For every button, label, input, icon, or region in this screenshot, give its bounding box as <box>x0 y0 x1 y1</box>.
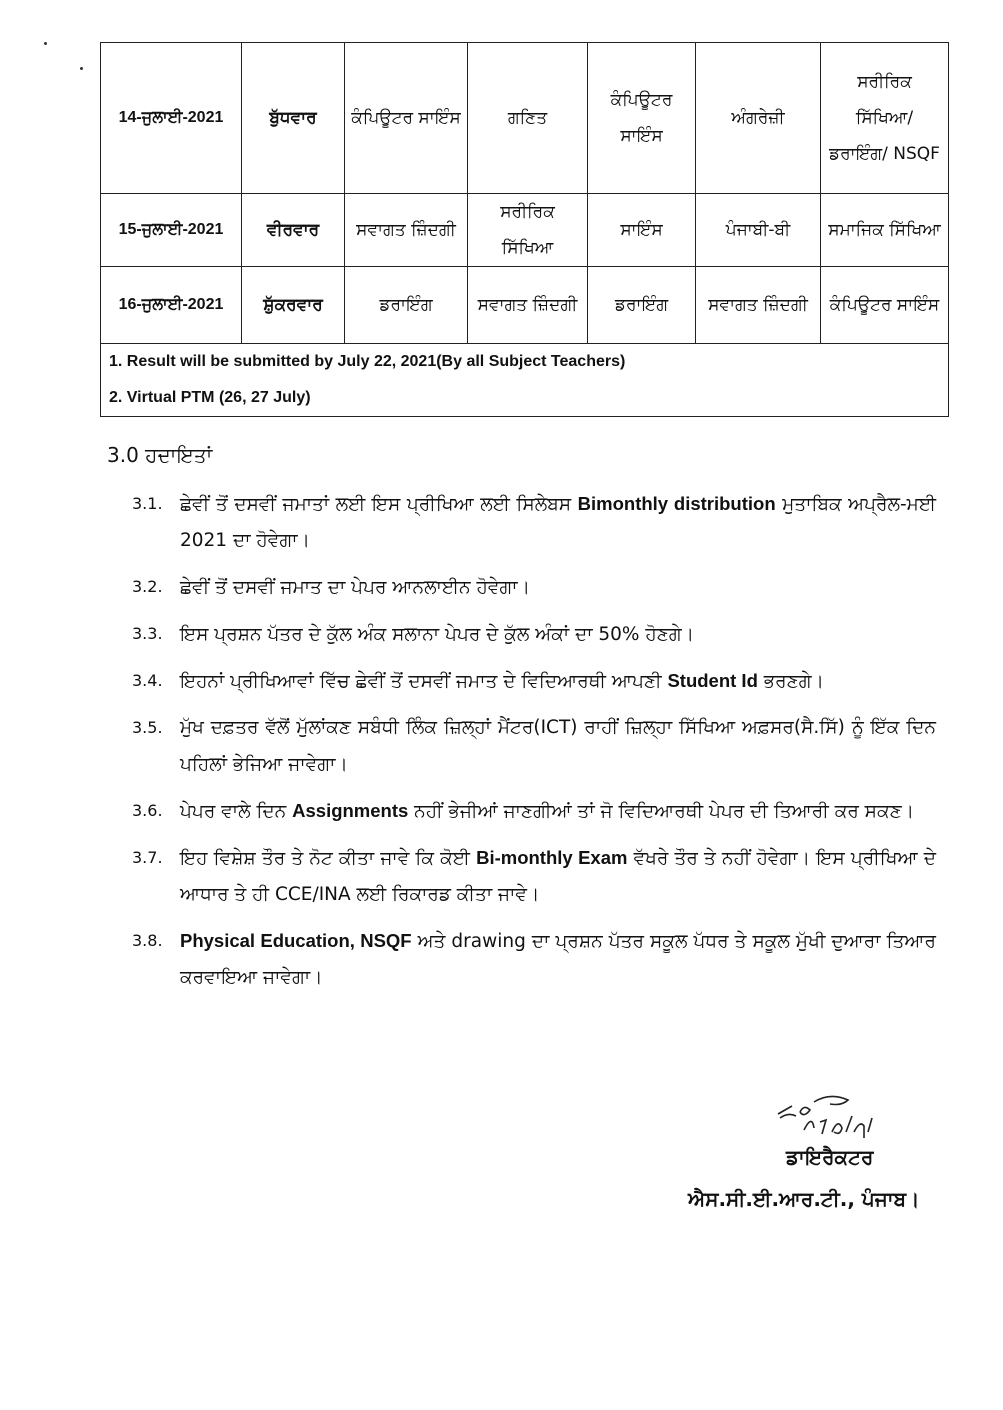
instruction-item <box>132 616 936 653</box>
instruction-text: Physical Education, NSQF ਅਤੇ drawing ਦਾ ਪ੍ਰਸ਼ਨ ਪੱਤਰ ਸਕੂਲ ਪੱਧਰ ਤੇ ਸਕੂਲ ਮੁੱਖੀ ਦੁਆਰਾ ਤਿਆਰ ਕਰਵਾਇਆ ਜਾਵੇਗਾ। <box>180 930 936 988</box>
instruction-text: ਛੇਵੀਂ ਤੋਂ ਦਸਵੀਂ ਜਮਾਤਾਂ ਲਈ ਇਸ ਪ੍ਰੀਖਿਆ ਲਈ ਸਿਲੇਬਸ Bimonthly distribution ਮੁਤਾਬਿਕ ਅਪ੍ਰੈਲ-ਮਈ 2021 ਦਾ ਹੋਵੇਗਾ। <box>180 493 937 551</box>
instruction-text: ਇਹਨਾਂ ਪ੍ਰੀਖਿਆਵਾਂ ਵਿੱਚ ਛੇਵੀਂ ਤੋਂ ਦਸਵੀਂ ਜਮਾਤ ਦੇ ਵਿਦਿਆਰਥੀ ਆਪਣੀ Student Id ਭਰਣਗੇ। <box>180 670 824 692</box>
scan-speck <box>44 42 47 45</box>
subject-cell: ਸਰੀਰਿਕ ਸਿੱਖਿਆ <box>468 194 588 267</box>
exam-schedule-table <box>100 42 949 417</box>
handwritten-signature <box>770 1092 910 1144</box>
instruction-item <box>132 793 936 830</box>
instruction-number: 3.5. <box>132 718 163 737</box>
table-row <box>101 194 949 267</box>
instruction-number: 3.7. <box>132 848 163 867</box>
exam-date: 15-ਜੁਲਾਈ-2021 <box>101 194 242 267</box>
subject-cell: ਗਣਿਤ <box>468 43 588 194</box>
scan-speck <box>80 67 83 70</box>
instruction-number: 3.3. <box>132 624 163 643</box>
exam-date: 16-ਜੁਲਾਈ-2021 <box>101 267 242 344</box>
table-row <box>101 267 949 344</box>
signatory-designation: ਡਾਇਰੈਕਟਰ <box>786 1145 874 1169</box>
exam-day: ਵੀਰਵਾਰ <box>242 194 345 267</box>
table-row <box>101 43 949 194</box>
subject-cell: ਸਾਇੰਸ <box>588 194 696 267</box>
instruction-item <box>132 569 936 606</box>
note-line: 2. Virtual PTM (26, 27 July) <box>109 389 311 406</box>
exam-day: ਬੁੱਧਵਾਰ <box>242 43 345 194</box>
subject-cell: ਕੰਪਿਊਟਰ ਸਾਇੰਸ <box>821 267 949 344</box>
instruction-number: 3.2. <box>132 577 163 596</box>
instruction-number: 3.6. <box>132 801 163 820</box>
subject-cell: ਕੰਪਿਊਟਰ ਸਾਇੰਸ <box>345 43 468 194</box>
exam-day: ਸ਼ੁੱਕਰਵਾਰ <box>242 267 345 344</box>
subject-cell: ਪੰਜਾਬੀ-ਬੀ <box>696 194 821 267</box>
instruction-item <box>132 923 936 996</box>
subject-cell: ਸਵਾਗਤ ਜ਼ਿੰਦਗੀ <box>345 194 468 267</box>
subject-cell: ਅੰਗਰੇਜ਼ੀ <box>696 43 821 194</box>
exam-date: 14-ਜੁਲਾਈ-2021 <box>101 43 242 194</box>
instruction-item <box>132 710 936 783</box>
instruction-text: ਇਸ ਪ੍ਰਸ਼ਨ ਪੱਤਰ ਦੇ ਕੁੱਲ ਅੰਕ ਸਲਾਨਾ ਪੇਪਰ ਦੇ ਕੁੱਲ ਅੰਕਾਂ ਦਾ 50% ਹੋਣਗੇ। <box>180 624 695 645</box>
notes-row <box>101 344 949 417</box>
instruction-item <box>132 840 936 913</box>
subject-cell: ਸਵਾਗਤ ਜ਼ਿੰਦਗੀ <box>468 267 588 344</box>
instruction-text: ਮੁੱਖ ਦਫ਼ਤਰ ਵੱਲੋਂ ਮੁੱਲਾਂਕਣ ਸਬੰਧੀ ਲਿੰਕ ਜ਼ਿਲ੍ਹਾਂ ਮੈਂਟਰ(ICT) ਰਾਹੀਂ ਜ਼ਿਲ੍ਹਾ ਸਿੱਖਿਆ ਅਫ਼ਸਰ(ਸੈ.ਸਿੱ) ਨੂੰ ਇੱਕ ਦਿਨ ਪਹਿਲਾਂ ਭੇਜਿਆ ਜਾਵੇਗਾ। <box>180 717 936 775</box>
schedule-notes <box>101 344 949 417</box>
section-heading: 3.0 ਹਦਾਇਤਾਂ <box>107 443 213 467</box>
instruction-number: 3.8. <box>132 931 163 950</box>
subject-cell: ਸਵਾਗਤ ਜ਼ਿੰਦਗੀ <box>696 267 821 344</box>
subject-cell: ਸਰੀਰਿਕ ਸਿੱਖਿਆ/ ਡਰਾਇੰਗ/ NSQF <box>821 43 949 194</box>
instructions-list <box>132 486 936 1006</box>
instruction-text: ਛੇਵੀਂ ਤੋਂ ਦਸਵੀਂ ਜਮਾਤ ਦਾ ਪੇਪਰ ਆਨਲਾਈਨ ਹੋਵੇਗਾ। <box>180 577 531 598</box>
instruction-number: 3.1. <box>132 494 163 513</box>
signatory-office: ਐਸ.ਸੀ.ਈ.ਆਰ.ਟੀ., ਪੰਜਾਬ। <box>688 1187 920 1211</box>
subject-cell: ਡਰਾਇੰਗ <box>345 267 468 344</box>
instruction-text: ਇਹ ਵਿਸ਼ੇਸ਼ ਤੌਰ ਤੇ ਨੋਟ ਕੀਤਾ ਜਾਵੇ ਕਿ ਕੋਈ Bi-monthly Exam ਵੱਖਰੇ ਤੌਰ ਤੇ ਨਹੀਂ ਹੋਵੇਗਾ। ਇਸ ਪ੍ਰੀਖਿਆ ਦੇ ਆਧਾਰ ਤੇ ਹੀ CCE/INA ਲਈ ਰਿਕਾਰਡ ਕੀਤਾ ਜਾਵੇ। <box>180 847 936 905</box>
instruction-number: 3.4. <box>132 671 163 690</box>
subject-cell: ਕੰਪਿਊਟਰ ਸਾਇੰਸ <box>588 43 696 194</box>
subject-cell: ਡਰਾਇੰਗ <box>588 267 696 344</box>
instruction-item <box>132 663 936 700</box>
instruction-item <box>132 486 936 559</box>
note-line: 1. Result will be submitted by July 22, 2021(By all Subject Teachers) <box>109 353 626 370</box>
subject-cell: ਸਮਾਜਿਕ ਸਿੱਖਿਆ <box>821 194 949 267</box>
instruction-text: ਪੇਪਰ ਵਾਲੇ ਦਿਨ Assignments ਨਹੀਂ ਭੇਜੀਆਂ ਜਾਣਗੀਆਂ ਤਾਂ ਜੋ ਵਿਦਿਆਰਥੀ ਪੇਪਰ ਦੀ ਤਿਆਰੀ ਕਰ ਸਕਣ। <box>180 800 915 822</box>
